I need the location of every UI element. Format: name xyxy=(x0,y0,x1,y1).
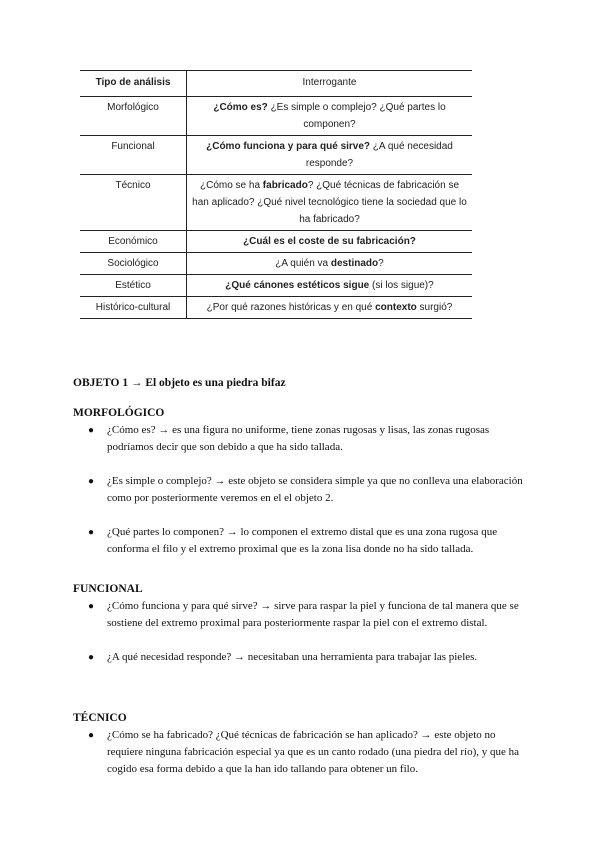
cell-interrogante xyxy=(187,297,473,319)
cell-interrogante xyxy=(187,136,473,175)
list-item-text: ¿Es simple o complejo? → este objeto se considera simple ya que no conlleva una elaboración como por posteriormente veremos en el el objeto 2. xyxy=(107,475,523,504)
list-item xyxy=(73,524,533,558)
question-segment: ¿Por qué razones históricas y en qué xyxy=(206,302,376,313)
table-row xyxy=(80,231,472,253)
list-item xyxy=(73,473,533,507)
table-row xyxy=(80,297,472,319)
question-segment: ¿Qué cánones estéticos sigue xyxy=(225,280,370,291)
question-segment: ¿A quién va xyxy=(275,258,331,269)
cell-interrogante xyxy=(187,253,473,275)
table-row xyxy=(80,253,472,275)
bullet-icon: ● xyxy=(88,730,95,741)
cell-tipo: Técnico xyxy=(80,175,187,231)
question-segment: surgió? xyxy=(416,302,453,313)
list-item xyxy=(73,649,533,666)
table-row xyxy=(80,275,472,297)
table-row xyxy=(80,136,472,175)
list-item-text: ¿Qué partes lo componen? → lo componen el extremo distal que es una zona rugosa que conforma el filo y el extremo proximal que es la zona lisa donde no ha sido tallada. xyxy=(107,526,498,555)
cell-interrogante xyxy=(187,231,473,253)
section-morfologico xyxy=(73,405,533,558)
list-item-text: ¿Cómo se ha fabricado? ¿Qué técnicas de fabricación se han aplicado? → este objeto no requiere ninguna fabricación especial ya que es un canto rodado (una piedra del río), y que ha cogido esa forma debido a que la han ido tallando para obtener un filo. xyxy=(107,729,520,775)
header-tipo: Tipo de análisis xyxy=(80,71,187,97)
question-segment: ? xyxy=(378,258,384,269)
question-segment: ¿Cómo se ha xyxy=(199,180,263,191)
bullet-icon: ● xyxy=(88,527,95,538)
cell-interrogante xyxy=(187,275,473,297)
section-title: TÉCNICO xyxy=(73,712,127,724)
header-interrogante: Interrogante xyxy=(187,71,473,97)
analysis-table xyxy=(80,70,472,319)
bullet-icon: ● xyxy=(88,425,95,436)
list-item-text: ¿A qué necesidad responde? → necesitaban una herramienta para trabajar las pieles. xyxy=(107,651,478,663)
table-header-row xyxy=(80,71,472,97)
question-segment: ¿Cómo es? xyxy=(213,102,268,113)
table-row xyxy=(80,97,472,136)
cell-tipo: Funcional xyxy=(80,136,187,175)
list-item-text: ¿Cómo es? → es una figura no uniforme, tiene zonas rugosas y lisas, las zonas rugosas podríamos decir que son debido a que ha sido tallada. xyxy=(107,424,490,453)
question-segment: ¿A qué necesidad responde? xyxy=(305,141,453,169)
object-title xyxy=(73,375,533,392)
section-title: MORFOLÓGICO xyxy=(73,407,165,419)
question-segment: fabricado xyxy=(262,180,308,191)
cell-tipo: Económico xyxy=(80,231,187,253)
bullet-icon: ● xyxy=(88,476,95,487)
list-item xyxy=(73,727,533,778)
object-title-text: OBJETO 1 → El objeto es una piedra bifaz xyxy=(73,377,286,389)
list-item xyxy=(73,598,533,632)
cell-tipo: Estético xyxy=(80,275,187,297)
bullet-icon: ● xyxy=(88,652,95,663)
question-segment: ¿Cómo funciona y para qué sirve? xyxy=(206,141,371,152)
question-segment: contexto xyxy=(375,302,417,313)
question-segment: (si los sigue)? xyxy=(369,280,434,291)
section-funcional xyxy=(73,581,533,666)
question-segment: ¿Es simple o complejo? ¿Qué partes lo componen? xyxy=(267,102,446,130)
list-item xyxy=(73,422,533,456)
table-row xyxy=(80,175,472,231)
cell-interrogante xyxy=(187,97,473,136)
question-segment: ¿Cuál es el coste de su fabricación? xyxy=(243,236,416,247)
list-item-text: ¿Cómo funciona y para qué sirve? → sirve para raspar la piel y funciona de tal manera que se sostiene del extremo proximal para posteriormente raspar la piel con el extremo distal. xyxy=(107,600,519,629)
cell-tipo: Sociológico xyxy=(80,253,187,275)
question-segment: destinado xyxy=(330,258,379,269)
cell-tipo: Morfológico xyxy=(80,97,187,136)
section-tecnico xyxy=(73,710,533,778)
question-segment: ? ¿Qué técnicas de fabricación se han aplicado? ¿Qué nivel tecnológico tiene la sociedad que lo ha fabricado? xyxy=(192,180,467,225)
section-title: FUNCIONAL xyxy=(73,583,143,595)
bullet-icon: ● xyxy=(88,601,95,612)
cell-interrogante xyxy=(187,175,473,231)
cell-tipo: Histórico-cultural xyxy=(80,297,187,319)
